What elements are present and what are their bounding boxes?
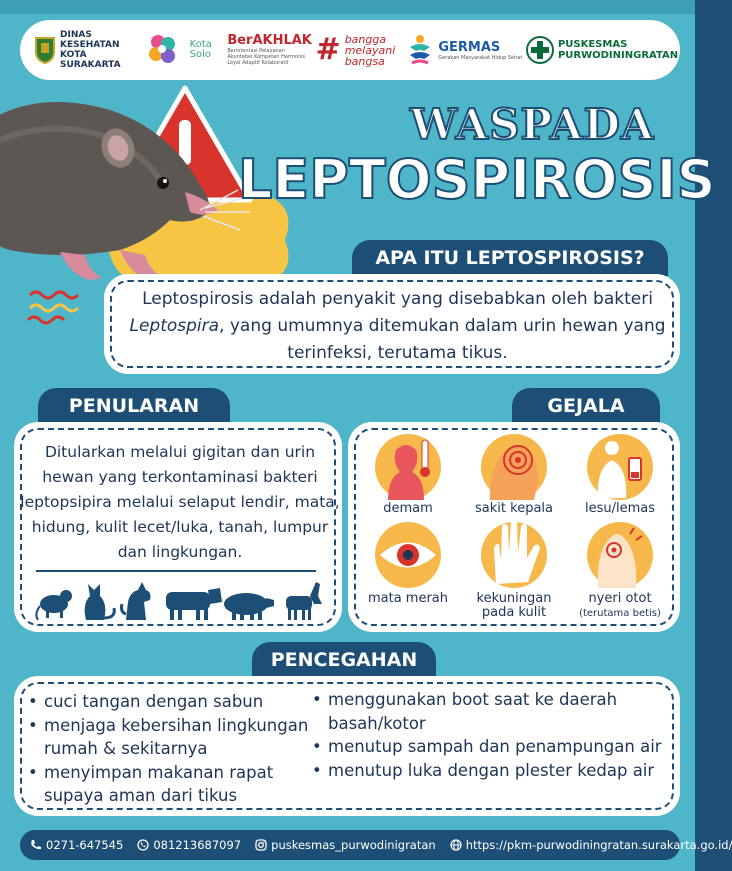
- instagram-icon: [255, 839, 267, 851]
- bacteria-name: Leptospira: [129, 316, 220, 336]
- berakhlak-logo: [227, 34, 312, 66]
- dinkes-logo: [34, 30, 140, 70]
- germas-sub: Gerakan Masyarakat Hidup Sehat: [438, 54, 523, 61]
- prevention-list-right: [310, 688, 674, 782]
- prevention-list-left: [26, 690, 316, 808]
- transmission-text: Ditularkan melalui gigitan dan urin hewan yang terkontaminasi bakteri leptopsipira melalui selaput lendir, mata, hidung, kulit lecet/luka, tanah, lumpur dan lingkungan.: [20, 443, 340, 561]
- cat-silhouette-icon: [85, 584, 115, 620]
- footer-instagram[interactable]: puskesmas_purwodinigratan: [255, 838, 436, 852]
- animals-divider: [36, 570, 316, 572]
- germas-logo: [406, 33, 522, 67]
- list-item: • menggunakan boot saat ke daerah basah/kotor: [310, 688, 674, 735]
- footer-contacts: [20, 830, 732, 860]
- bangga-label: bangga melayani bangsa: [344, 32, 396, 68]
- puskesmas-label: PUSKESMAS PURWODININGRATAN: [557, 39, 679, 61]
- muscle-pain-icon: [587, 522, 653, 588]
- animals-row: [34, 574, 324, 622]
- berakhlak-sub: Berorientasi Pelayanan Akuntabel Kompeten Harmonis Loyal Adaptif Kolaboratif: [227, 48, 305, 66]
- what-is-heading: APA ITU LEPTOSPIROSIS?: [352, 240, 668, 276]
- symptom-fever-label: demam: [383, 501, 433, 516]
- kota-solo-label: Kota Solo: [189, 39, 212, 60]
- footer-phone[interactable]: 0271-647545: [30, 838, 123, 852]
- globe-icon: [450, 839, 462, 851]
- kota-solo-logo: [144, 32, 224, 68]
- yellow-skin-icon: [481, 520, 547, 588]
- pig-silhouette-icon: [224, 593, 274, 620]
- berakhlak-label: BerAKHLAK: [227, 33, 312, 48]
- list-item: • menutup sampah dan penampungan air: [310, 735, 674, 759]
- germas-figure-icon: [406, 33, 434, 67]
- cow-silhouette-icon: [166, 588, 222, 620]
- kota-solo-flower-icon: [144, 32, 186, 68]
- rat-silhouette-icon: [36, 590, 72, 620]
- list-item: • menutup luka dengan plester kedap air: [310, 759, 674, 783]
- fever-icon: [375, 434, 441, 500]
- symptoms-heading: GEJALA: [512, 388, 660, 424]
- symptom-red-eye-label: mata merah: [367, 591, 449, 606]
- headache-icon: [481, 434, 547, 500]
- symptom-headache-label: sakit kepala: [475, 501, 553, 516]
- list-item: • cuci tangan dengan sabun: [26, 690, 316, 714]
- red-eye-icon: [375, 522, 441, 588]
- symptom-muscle-pain-sub: (terutama betis): [579, 608, 661, 619]
- dinkes-label: DINAS KESEHATAN KOTA SURAKARTA: [60, 30, 121, 70]
- title-leptospirosis: LEPTOSPIROSIS: [238, 148, 716, 211]
- symptom-muscle-pain-label: nyeri otot (terutama betis): [579, 591, 661, 619]
- what-is-text: Leptospirosis adalah penyakit yang disebabkan oleh bakteri Leptospira, yang umumnya ditemukan dalam urin hewan yang terinfeksi, terutama tikus.: [129, 289, 666, 363]
- prevention-heading: PENCEGAHAN: [252, 642, 436, 678]
- bangga-logo: [316, 34, 403, 67]
- list-item: • menjaga kebersihan lingkungan rumah & sekitarnya: [26, 714, 316, 761]
- whatsapp-icon: [137, 839, 149, 851]
- dinkes-emblem-icon: [34, 36, 56, 64]
- symptom-fatigue-label: lesu/lemas: [584, 501, 655, 516]
- puskesmas-cross-icon: [526, 36, 554, 64]
- footer-website[interactable]: https://pkm-purwodiningratan.surakarta.go.id/: [450, 838, 732, 852]
- logo-bar: [20, 20, 680, 80]
- transmission-heading: PENULARAN: [38, 388, 230, 424]
- dog-silhouette-icon: [122, 582, 151, 620]
- hashtag-icon: #: [315, 32, 341, 67]
- bacteria-icon: [28, 292, 78, 323]
- footer-whatsapp[interactable]: 081213687097: [137, 838, 241, 852]
- puskesmas-logo: [526, 36, 679, 64]
- goat-silhouette-icon: [286, 582, 322, 620]
- symptom-yellow-skin-label: kekuningan pada kulit: [476, 591, 552, 620]
- fatigue-icon: [587, 434, 653, 500]
- germas-label: GERMAS: [438, 39, 501, 55]
- title-waspada: WASPADA: [410, 100, 655, 149]
- phone-icon: [30, 839, 42, 851]
- list-item: • menyimpan makanan rapat supaya aman dari tikus: [26, 761, 316, 808]
